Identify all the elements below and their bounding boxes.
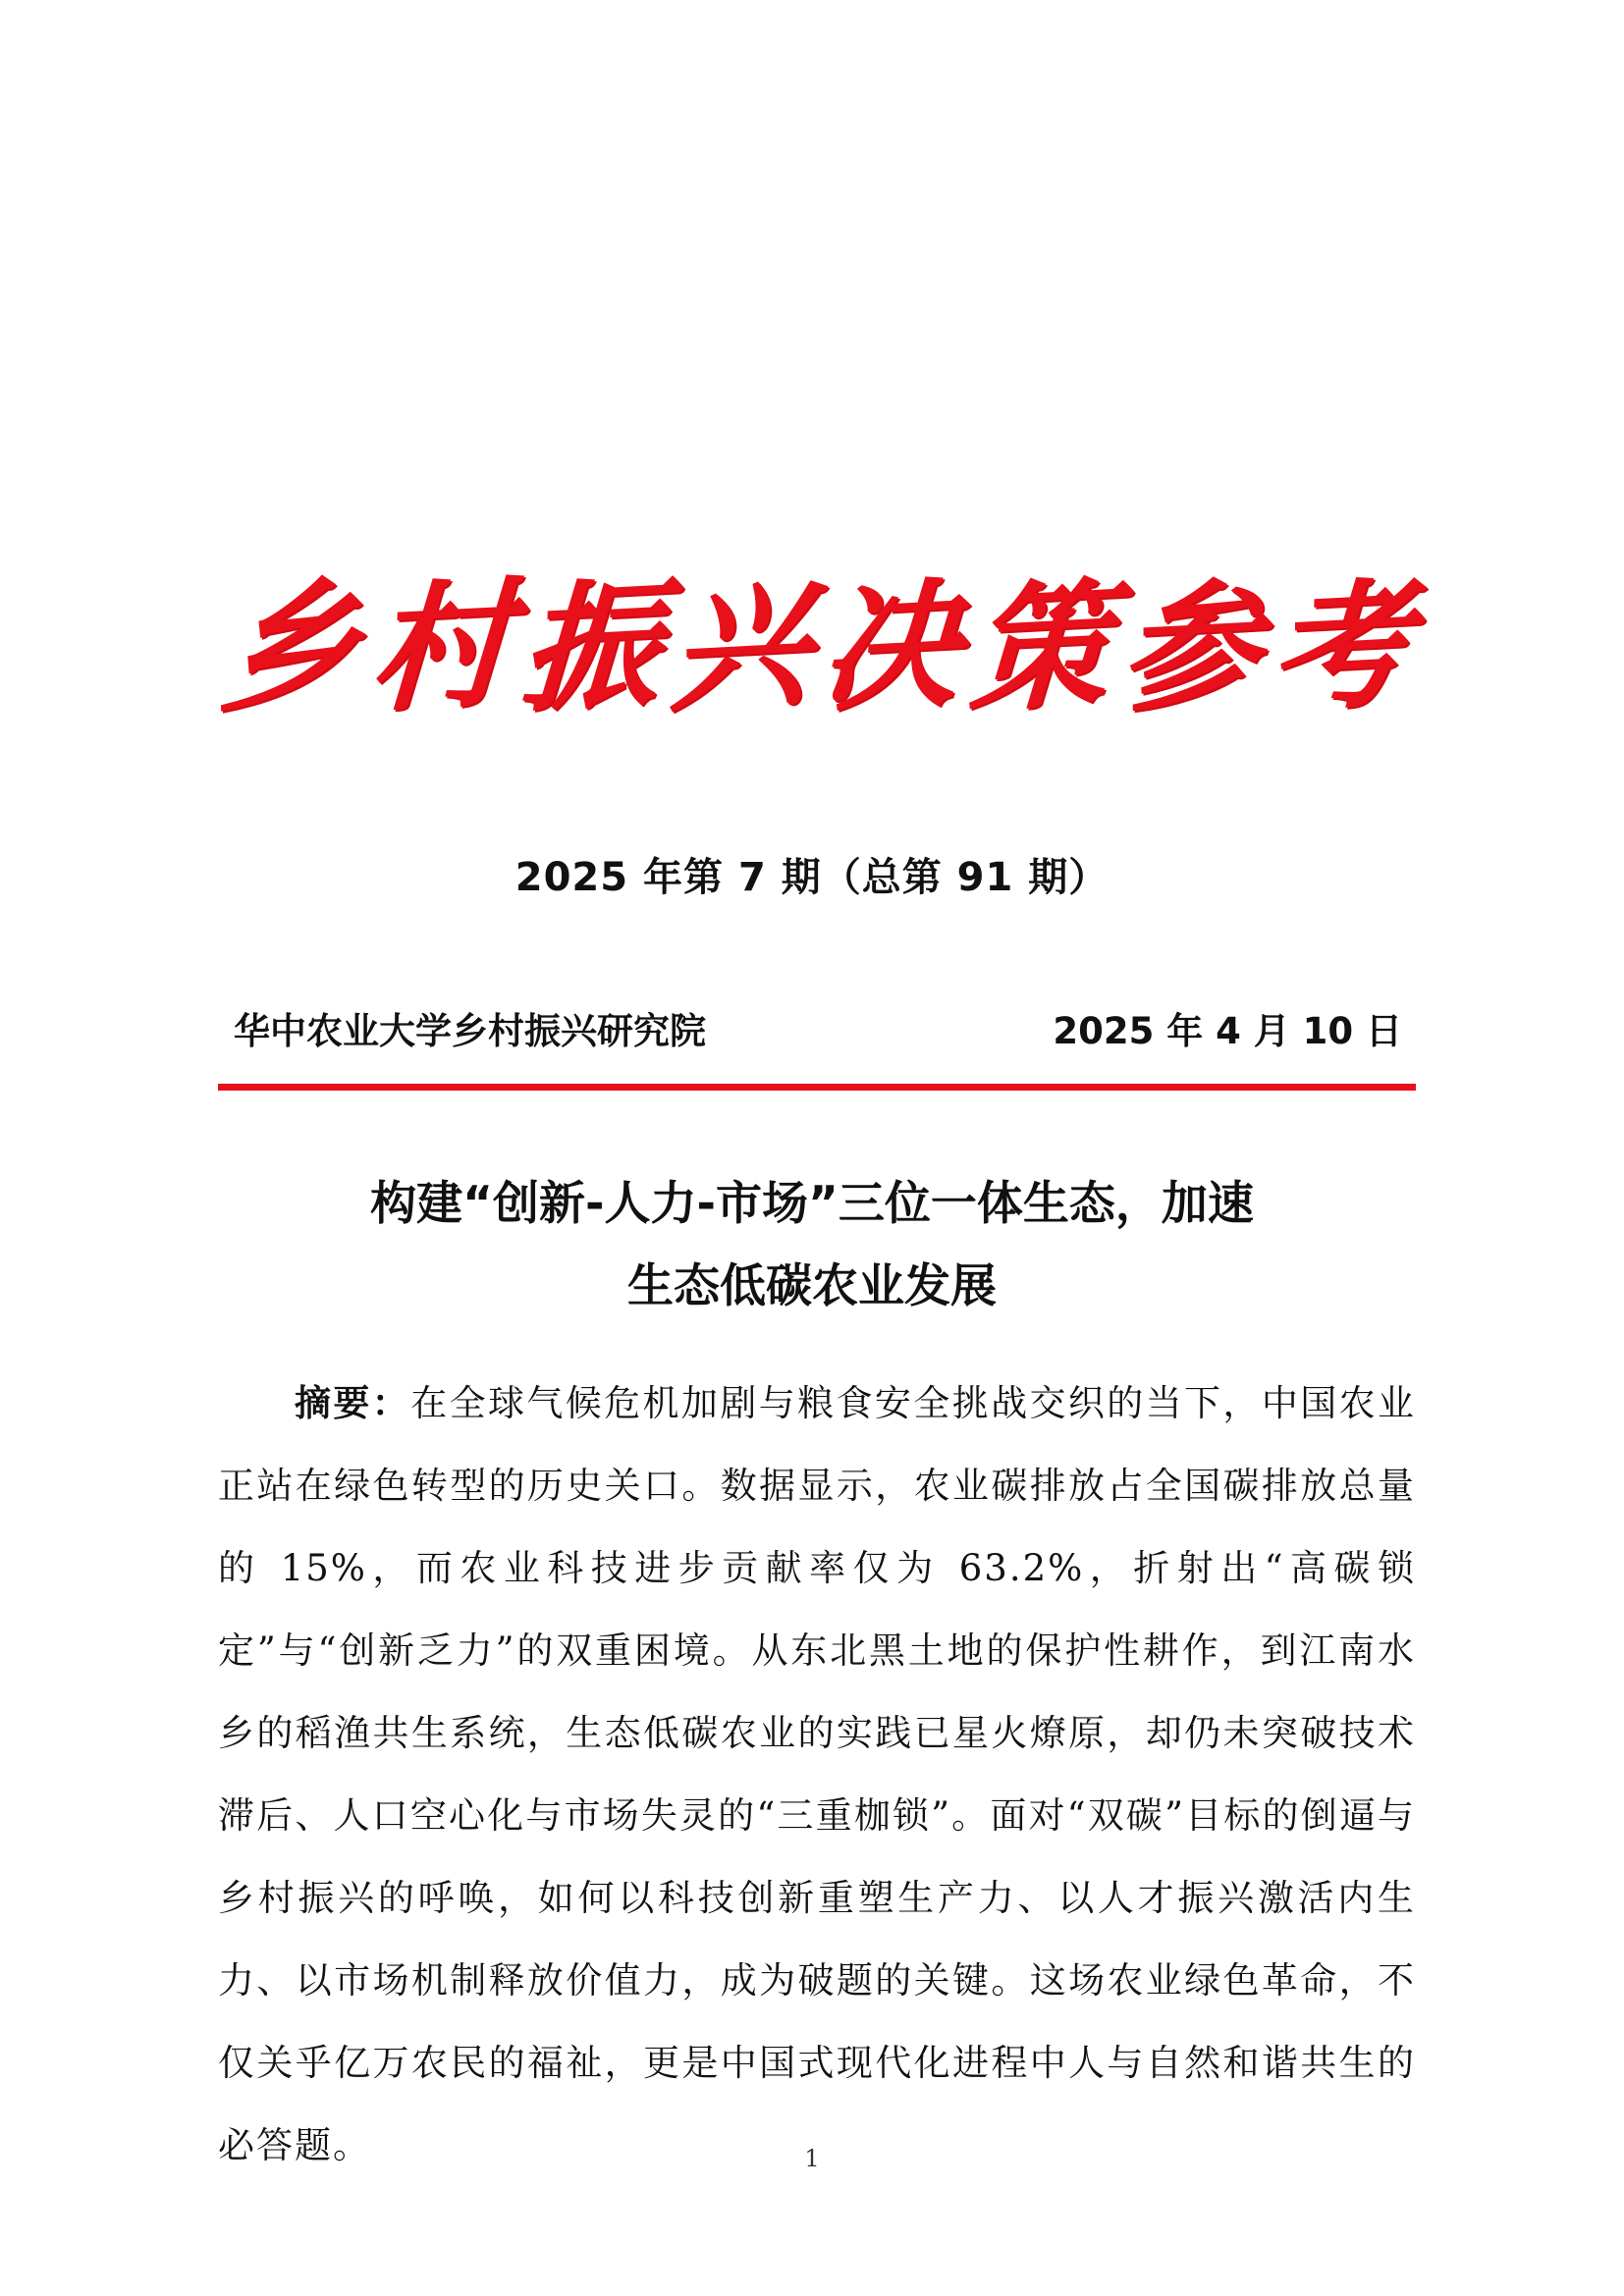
abstract-paragraph <box>218 1362 1416 2187</box>
publisher-row <box>234 1001 1402 1054</box>
publish-date: 2025 年 4 月 10 日 <box>1053 1010 1402 1052</box>
red-divider <box>218 1084 1416 1091</box>
page-number: 1 <box>804 2145 820 2172</box>
masthead-char: 决 <box>816 563 963 732</box>
masthead-char: 乡 <box>216 563 363 732</box>
masthead-char: 村 <box>366 563 514 732</box>
title-line-1: 构建“创新-人力-市场”三位一体生态，加速 <box>370 1177 1254 1231</box>
title-line-2: 生态低碳农业发展 <box>627 1259 997 1313</box>
abstract-label: 摘要： <box>295 1382 411 1424</box>
masthead-char: 参 <box>1116 563 1264 732</box>
masthead-char: 考 <box>1267 563 1414 732</box>
masthead-char: 振 <box>516 563 664 732</box>
publisher-name: 华中农业大学乡村振兴研究院 <box>234 1010 706 1052</box>
masthead-char: 策 <box>966 563 1113 732</box>
masthead-char: 兴 <box>666 563 814 732</box>
masthead-title <box>216 550 1414 746</box>
abstract-text: 在全球气候危机加剧与粮食安全挑战交织的当下，中国农业正站在绿色转型的历史关口。数据显示，农业碳排放占全国碳排放总量的 15%，而农业科技进步贡献率仅为 63.2%，折射出“高碳锁定”与“创新乏力”的双重困境。从东北黑土地的保护性耕作，到江南水乡的稻渔共生系统，生态低碳农业的实践已星火燎原，却仍未突破技术滞后、人口空心化与市场失灵的“三重枷锁”。面对“双碳”目标的倒逼与乡村振兴的呼唤，如何以科技创新重塑生产力、以人才振兴激活内生力、以市场机制释放价值力，成为破题的关键。这场农业绿色革命，不仅关乎亿万农民的福祉，更是中国式现代化进程中人与自然和谐共生的必答题。 <box>218 1382 1417 2166</box>
article-title <box>0 1163 1624 1328</box>
issue-number: 2025 年第 7 期（总第 91 期） <box>514 855 1110 900</box>
